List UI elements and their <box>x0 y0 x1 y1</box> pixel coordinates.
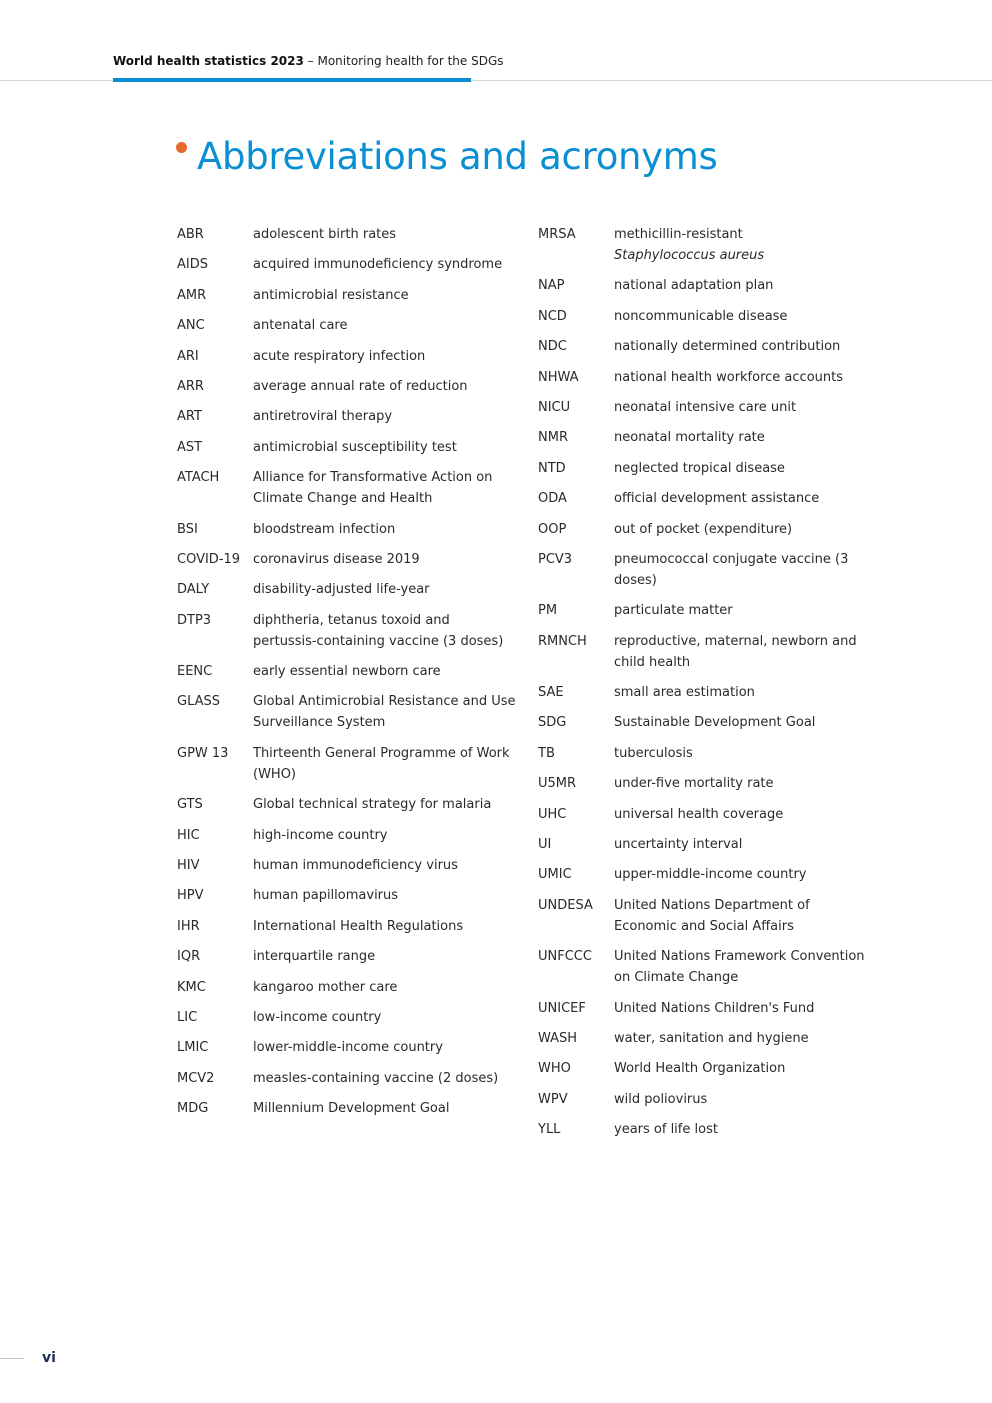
abbreviation-entry <box>177 1007 517 1028</box>
definition-text: adolescent birth rates <box>253 227 397 242</box>
definition-italic-text: Staphylococcus aureus <box>614 248 765 263</box>
abbreviation-definition <box>253 885 517 906</box>
abbreviation-term: DTP3 <box>177 612 212 628</box>
abbreviation-definition <box>253 406 517 427</box>
definition-text: International Health Regulations <box>253 918 464 934</box>
definition-text: Global technical strategy for malaria <box>253 797 492 813</box>
abbreviation-definition <box>614 1119 868 1140</box>
abbreviation-term: UNDESA <box>538 897 593 913</box>
definition-text: bloodstream infection <box>253 521 396 537</box>
definition-text: average annual rate of reduction <box>253 378 468 394</box>
abbreviation-term: NHWA <box>538 369 579 385</box>
definition-text: Millennium Development Goal <box>253 1101 450 1117</box>
definition-text: antimicrobial susceptibility test <box>253 439 457 455</box>
abbreviation-term: NMR <box>538 430 568 446</box>
definition-text: human papillomavirus <box>253 888 399 904</box>
abbreviation-entry <box>177 825 517 846</box>
abbreviation-definition <box>253 254 517 275</box>
abbreviation-term: HIV <box>177 858 200 874</box>
abbreviation-definition <box>253 549 517 570</box>
abbreviation-entry <box>538 1089 868 1110</box>
abbreviation-definition <box>614 895 868 937</box>
abbreviation-definition <box>253 610 517 652</box>
definition-text: upper-middle-income country <box>614 867 807 883</box>
abbreviation-definition <box>614 864 868 885</box>
abbreviation-definition <box>253 1068 517 1089</box>
abbreviation-term: NCD <box>538 308 567 324</box>
definition-text: human immunodeficiency virus <box>253 858 458 874</box>
abbreviation-term: NAP <box>538 278 565 294</box>
abbreviation-term: UHC <box>538 806 567 822</box>
running-header <box>113 54 504 68</box>
abbreviations-column-right <box>538 224 868 1150</box>
definition-text: acute respiratory infection <box>253 348 426 364</box>
abbreviation-term: UNICEF <box>538 1000 586 1016</box>
abbreviation-term: HIC <box>177 827 200 843</box>
abbreviation-term: SDG <box>538 715 567 731</box>
abbreviation-entry <box>538 1058 868 1079</box>
abbreviation-term: RMNCH <box>538 633 587 649</box>
abbreviation-term: WASH <box>538 1030 578 1046</box>
abbreviation-entry <box>538 224 868 266</box>
abbreviation-entry <box>177 224 517 245</box>
abbreviation-definition <box>614 397 868 418</box>
abbreviation-term: COVID-19 <box>177 551 241 567</box>
abbreviation-definition <box>614 631 868 673</box>
abbreviation-entry <box>538 306 868 327</box>
abbreviation-term: ANC <box>177 318 205 334</box>
abbreviation-term: PCV3 <box>538 551 573 567</box>
abbreviation-definition <box>614 549 868 591</box>
abbreviation-term: AMR <box>177 287 207 303</box>
abbreviation-definition <box>253 855 517 876</box>
abbreviation-term: BSI <box>177 521 198 537</box>
abbreviation-term: ART <box>177 409 202 425</box>
definition-text: interquartile range <box>253 949 376 965</box>
abbreviation-entry <box>538 804 868 825</box>
abbreviation-definition <box>253 579 517 600</box>
definition-text: tuberculosis <box>614 745 693 761</box>
definition-text: universal health coverage <box>614 806 784 822</box>
definition-text: wild poliovirus <box>614 1091 708 1107</box>
abbreviation-definition <box>253 519 517 540</box>
definition-text: out of pocket (expenditure) <box>614 521 793 537</box>
definition-text: Sustainable Development Goal <box>614 715 816 731</box>
abbreviation-term: NDC <box>538 339 567 355</box>
abbreviation-definition <box>614 367 868 388</box>
definition-text: antimicrobial resistance <box>253 287 409 303</box>
abbreviation-entry <box>538 946 868 988</box>
definition-text: early essential newborn care <box>253 664 441 680</box>
abbreviation-entry <box>538 834 868 855</box>
footer-rule <box>0 1358 24 1359</box>
abbreviation-entry <box>177 315 517 336</box>
abbreviation-definition <box>253 315 517 336</box>
abbreviation-definition <box>614 1028 868 1049</box>
abbreviation-entry <box>538 1028 868 1049</box>
definition-text: particulate matter <box>614 603 733 619</box>
abbreviation-term: SAE <box>538 685 564 701</box>
abbreviation-term: UI <box>538 837 552 853</box>
definition-text: United Nations Children's Fund <box>614 1000 815 1016</box>
definition-text: years of life lost <box>614 1122 718 1138</box>
definition-text: neonatal intensive care unit <box>614 399 797 415</box>
abbreviation-entry <box>177 519 517 540</box>
definition-text: Global Antimicrobial Resistance and Use Surveillance System <box>253 694 516 731</box>
abbreviation-definition <box>253 346 517 367</box>
abbreviation-entry <box>177 916 517 937</box>
definition-text: under-five mortality rate <box>614 776 774 792</box>
definition-text: coronavirus disease 2019 <box>253 551 420 567</box>
abbreviation-term: AST <box>177 439 203 455</box>
abbreviation-entry <box>177 579 517 600</box>
abbreviation-entry <box>538 427 868 448</box>
definition-text: official development assistance <box>614 491 820 507</box>
abbreviation-entry <box>538 895 868 937</box>
definition-text: noncommunicable disease <box>614 308 788 324</box>
abbreviation-term: NICU <box>538 399 571 415</box>
abbreviation-definition <box>614 998 868 1019</box>
abbreviation-definition <box>253 977 517 998</box>
definition-text: United Nations Framework Convention on Climate Change <box>614 949 865 986</box>
abbreviation-definition <box>253 1037 517 1058</box>
definition-text: high-income country <box>253 827 388 843</box>
definition-text: small area estimation <box>614 685 755 701</box>
abbreviation-definition <box>614 743 868 764</box>
abbreviation-term: MRSA <box>538 227 576 242</box>
abbreviation-entry <box>538 275 868 296</box>
header-report-title: World health statistics 2023 <box>113 54 304 68</box>
definition-text: measles-containing vaccine (2 doses) <box>253 1070 499 1086</box>
abbreviation-term: ABR <box>177 227 204 242</box>
abbreviation-definition <box>253 946 517 967</box>
abbreviation-entry <box>538 397 868 418</box>
abbreviation-entry <box>538 773 868 794</box>
abbreviation-entry <box>177 549 517 570</box>
abbreviation-definition <box>614 519 868 540</box>
abbreviation-entry <box>538 549 868 591</box>
abbreviation-term: ARI <box>177 348 199 364</box>
abbreviation-entry <box>177 346 517 367</box>
abbreviation-entry <box>538 631 868 673</box>
abbreviation-entry <box>538 458 868 479</box>
abbreviation-entry <box>538 682 868 703</box>
abbreviation-term: YLL <box>538 1122 561 1138</box>
definition-text: national adaptation plan <box>614 278 774 294</box>
abbreviation-term: GPW 13 <box>177 745 229 761</box>
page-title: Abbreviations and acronyms <box>197 135 718 178</box>
abbreviation-entry <box>177 610 517 652</box>
abbreviation-definition <box>253 794 517 815</box>
abbreviation-term: ODA <box>538 491 567 507</box>
abbreviation-definition <box>253 661 517 682</box>
definition-text: national health workforce accounts <box>614 369 843 385</box>
abbreviation-definition <box>614 488 868 509</box>
abbreviation-definition <box>253 285 517 306</box>
definition-text: Thirteenth General Programme of Work (WHO) <box>253 745 510 782</box>
abbreviation-term: UMIC <box>538 867 572 883</box>
abbreviation-term: WHO <box>538 1061 571 1077</box>
abbreviation-entry <box>538 519 868 540</box>
definition-text: neonatal mortality rate <box>614 430 765 446</box>
abbreviation-definition <box>253 467 517 509</box>
definition-text: uncertainty interval <box>614 837 743 853</box>
abbreviation-term: GLASS <box>177 694 221 710</box>
abbreviation-definition <box>614 336 868 357</box>
definition-text: acquired immunodeficiency syndrome <box>253 257 503 273</box>
abbreviation-definition <box>614 834 868 855</box>
abbreviation-entry <box>538 488 868 509</box>
abbreviation-definition <box>614 1089 868 1110</box>
definition-text: United Nations Department of Economic and Social Affairs <box>614 897 810 934</box>
abbreviation-entry <box>177 285 517 306</box>
abbreviation-term: LMIC <box>177 1040 209 1056</box>
abbreviation-entry <box>177 691 517 733</box>
abbreviation-term: IHR <box>177 918 200 934</box>
abbreviation-term: MCV2 <box>177 1070 215 1086</box>
abbreviation-definition <box>614 1058 868 1079</box>
definition-text: water, sanitation and hygiene <box>614 1030 809 1046</box>
abbreviation-entry <box>177 946 517 967</box>
abbreviation-entry <box>538 336 868 357</box>
definition-text: disability-adjusted life-year <box>253 582 430 598</box>
definition-text: neglected tropical disease <box>614 460 785 476</box>
abbreviation-term: MDG <box>177 1101 209 1117</box>
definition-text: lower-middle-income country <box>253 1040 443 1056</box>
abbreviation-term: KMC <box>177 979 206 995</box>
abbreviation-term: OOP <box>538 521 567 537</box>
definition-text: diphtheria, tetanus toxoid and pertussis-containing vaccine (3 doses) <box>253 612 504 649</box>
abbreviation-definition <box>253 825 517 846</box>
abbreviation-entry <box>177 437 517 458</box>
definition-text: Alliance for Transformative Action on Climate Change and Health <box>253 470 493 507</box>
abbreviation-entry <box>177 376 517 397</box>
bullet-dot-icon <box>176 142 187 153</box>
abbreviation-term: ATACH <box>177 470 220 486</box>
abbreviation-term: LIC <box>177 1009 198 1025</box>
abbreviation-term: DALY <box>177 582 210 598</box>
abbreviation-definition <box>614 804 868 825</box>
abbreviation-term: GTS <box>177 797 203 813</box>
definition-text: reproductive, maternal, newborn and child health <box>614 633 857 670</box>
definition-text: antiretroviral therapy <box>253 409 393 425</box>
definition-text: nationally determined contribution <box>614 339 841 355</box>
abbreviation-term: TB <box>538 745 555 761</box>
abbreviation-entry <box>177 406 517 427</box>
abbreviation-definition <box>614 306 868 327</box>
abbreviation-definition <box>253 691 517 733</box>
abbreviation-term: WPV <box>538 1091 568 1107</box>
abbreviation-term: IQR <box>177 949 201 965</box>
page-number: vi <box>42 1350 56 1366</box>
abbreviation-definition <box>253 1098 517 1119</box>
abbreviation-definition <box>253 376 517 397</box>
abbreviation-definition <box>614 458 868 479</box>
header-subtitle: – Monitoring health for the SDGs <box>303 54 504 68</box>
abbreviation-entry <box>177 661 517 682</box>
abbreviation-entry <box>538 743 868 764</box>
abbreviation-entry <box>177 467 517 509</box>
abbreviation-definition <box>253 437 517 458</box>
abbreviation-entry <box>177 1098 517 1119</box>
abbreviation-entry <box>177 1037 517 1058</box>
abbreviation-entry <box>538 600 868 621</box>
abbreviation-entry <box>177 1068 517 1089</box>
abbreviation-entry <box>177 743 517 785</box>
abbreviation-entry <box>177 794 517 815</box>
abbreviations-column-left <box>177 224 517 1129</box>
abbreviation-definition <box>253 224 517 245</box>
abbreviation-definition <box>614 712 868 733</box>
abbreviation-definition <box>253 743 517 785</box>
abbreviation-entry <box>177 977 517 998</box>
abbreviation-entry <box>538 1119 868 1140</box>
abbreviation-term: ARR <box>177 378 204 394</box>
abbreviation-definition <box>614 224 868 266</box>
definition-text: antenatal care <box>253 318 348 334</box>
definition-text: pneumococcal conjugate vaccine (3 doses) <box>614 551 849 588</box>
abbreviation-entry <box>538 998 868 1019</box>
abbreviation-definition <box>614 600 868 621</box>
abbreviation-entry <box>538 367 868 388</box>
abbreviation-term: AIDS <box>177 257 208 273</box>
definition-text: low-income country <box>253 1009 382 1025</box>
abbreviation-definition <box>614 427 868 448</box>
abbreviation-definition <box>614 946 868 988</box>
abbreviation-entry <box>177 254 517 275</box>
abbreviation-term: PM <box>538 603 558 619</box>
abbreviation-definition <box>253 916 517 937</box>
abbreviation-entry <box>177 885 517 906</box>
abbreviation-definition <box>614 773 868 794</box>
abbreviation-definition <box>253 1007 517 1028</box>
abbreviation-term: NTD <box>538 460 566 476</box>
abbreviation-entry <box>177 855 517 876</box>
abbreviation-term: UNFCCC <box>538 949 592 965</box>
abbreviation-definition <box>614 275 868 296</box>
abbreviation-entry <box>538 712 868 733</box>
abbreviation-term: U5MR <box>538 776 577 792</box>
abbreviation-entry <box>538 864 868 885</box>
header-accent-bar <box>113 78 471 82</box>
definition-text: kangaroo mother care <box>253 979 398 995</box>
abbreviation-definition <box>614 682 868 703</box>
definition-text: World Health Organization <box>614 1061 786 1077</box>
abbreviation-term: HPV <box>177 888 204 904</box>
abbreviation-term: EENC <box>177 664 213 680</box>
definition-text: methicillin-resistant <box>614 227 743 242</box>
